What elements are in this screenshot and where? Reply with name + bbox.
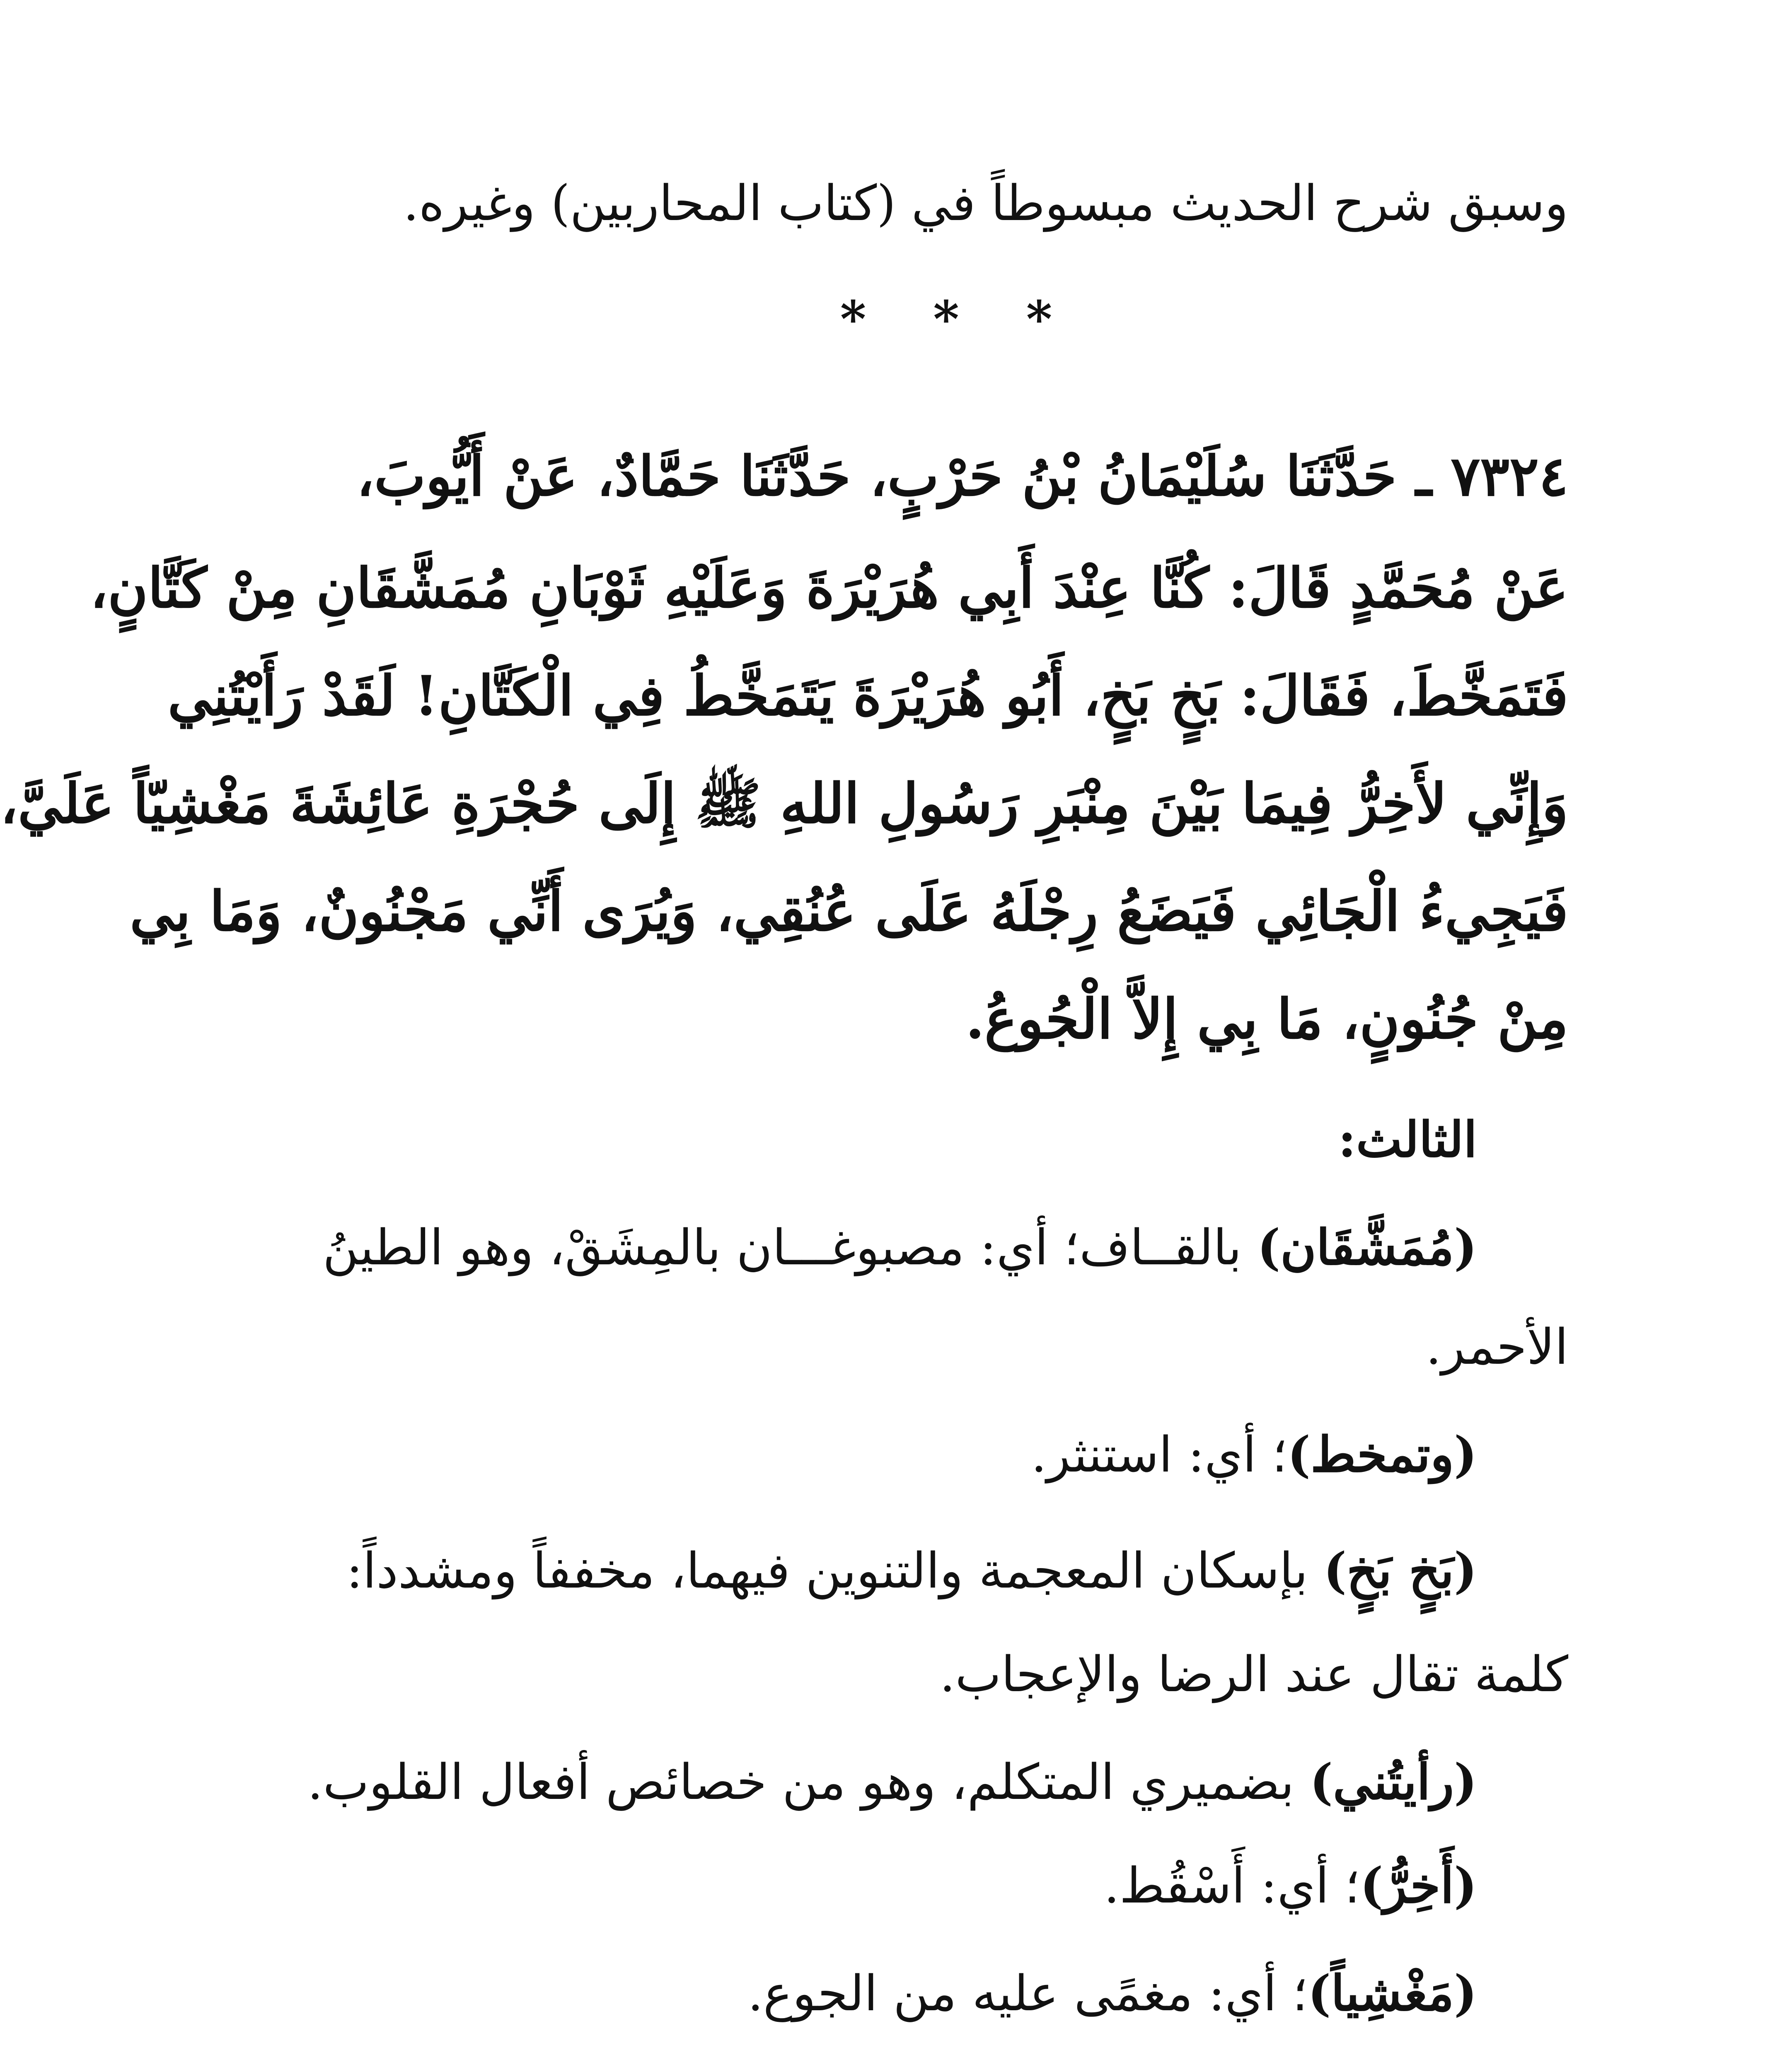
commentary-term: (بَخٍ بَخٍ) — [1323, 1542, 1477, 1599]
commentary-text: ؛ أي: مغمًى عليه من الجوع. — [747, 1965, 1308, 2022]
commentary-term: (وتمخط) — [1287, 1426, 1477, 1483]
commentary-text: بضميري المتكلم، وهو من خصائص أفعال القلوب. — [307, 1753, 1310, 1811]
hadith-line: فَتَمَخَّطَ، فَقَالَ: بَخٍ بَخٍ، أَبُو هُرَيْرَةَ يَتَمَخَّطُ فِي الْكَتَّانِ! لَقَدْ رَأَيْتُنِي — [167, 664, 1568, 728]
commentary-text: ؛ أي: استنثر. — [1031, 1426, 1288, 1483]
hadith-line: عَنْ مُحَمَّدٍ قَالَ: كُنَّا عِنْدَ أَبِي هُرَيْرَةَ وَعَلَيْهِ ثَوْبَانِ مُمَشَّقَانِ مِنْ كَتَّانٍ، — [90, 556, 1568, 620]
commentary-entry — [342, 1964, 1477, 2022]
commentary-continuation: الأحمر. — [1426, 1318, 1568, 1375]
commentary-term: (رأيتُني) — [1310, 1753, 1477, 1811]
commentary-entry — [323, 1218, 1477, 1276]
hadith-line: وَإِنِّي لأَخِرُّ فِيمَا بَيْنَ مِنْبَرِ رَسُولِ اللهِ ﷺ إِلَى حُجْرَةِ عَائِشَةَ مَغْشِيّاً عَلَيَّ، — [0, 772, 1568, 836]
commentary-entry — [342, 1857, 1477, 1915]
commentary-heading: الثالث: — [1338, 1111, 1477, 1168]
intro-line: وسبق شرح الحديث مبسوطاً في (كتاب المحاربين) وغيره. — [403, 174, 1568, 232]
commentary-text: ؛ أي: أَسْقُط. — [1104, 1857, 1360, 1914]
commentary-continuation: كلمة تقال عند الرضا والإعجاب. — [939, 1646, 1568, 1703]
commentary-entry — [307, 1753, 1477, 1811]
section-separator: * * * — [840, 290, 1077, 349]
commentary-term: (مَغْشِياً) — [1308, 1964, 1477, 2022]
hadith-line: فَيَجِيءُ الْجَائِي فَيَضَعُ رِجْلَهُ عَلَى عُنُقِي، وَيُرَى أَنِّي مَجْنُونٌ، وَمَا بِي — [130, 879, 1568, 944]
commentary-term: (أَخِرُّ) — [1360, 1857, 1477, 1914]
commentary-term: (مُمَشَّقَان) — [1257, 1218, 1477, 1276]
commentary-entry — [342, 1426, 1477, 1484]
commentary-entry — [342, 1542, 1477, 1600]
hadith-line: مِنْ جُنُونٍ، مَا بِي إِلاَّ الْجُوعُ. — [965, 987, 1568, 1051]
commentary-text: بالقــاف؛ أي: مصبوغـــان بالمِشَقْ، وهو الطينُ — [323, 1219, 1258, 1276]
commentary-text: بإسكان المعجمة والتنوين فيهما، مخففاً ومشدداً: — [346, 1542, 1324, 1599]
hadith-line: ٧٣٢٤ ـ حَدَّثَنَا سُلَيْمَانُ بْنُ حَرْبٍ، حَدَّثَنَا حَمَّادٌ، عَنْ أَيُّوبَ، — [356, 444, 1568, 508]
